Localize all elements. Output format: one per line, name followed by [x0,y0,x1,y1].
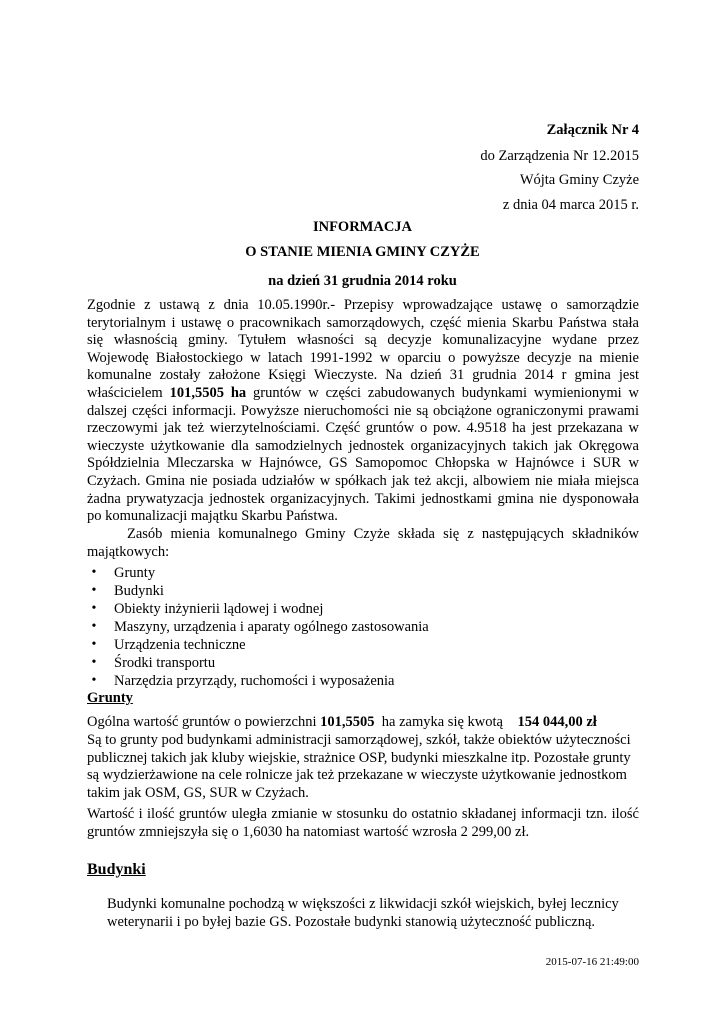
list-item: • Maszyny, urządzenia i aparaty ogólnego zastosowania [87,618,639,636]
buildings-description: Budynki komunalne pochodzą w większości z likwidacji szkół wiejskich, byłej lecznicy weterynarii i po byłej bazie GS. Pozostałe budynki stanowią użyteczność publiczną. [107,896,619,930]
list-item: • Budynki [87,582,639,600]
land-amount-bold: 154 044,00 zł [517,714,597,730]
list-item: • Urządzenia techniczne [87,636,639,654]
list-item: • Narzędzia przyrządy, ruchomości i wyposażenia [87,672,639,690]
bullet-icon: • [91,565,97,580]
intro-text-part2: gruntów w części zabudowanych budynkami wymienionymi w dalszej części informacji. Powyższe nieruchomości nie są obciążone ograniczonymi prawami rzeczowymi jak też wierzytelnościami. Część gruntów o pow. 4.9518 ha jest przekazana w wieczyste użytkowanie dla samodzielnych jednostek organizacyjnych takich jak Okręgowa Spółdzielnia Mleczarska w Hajnówce, GS Samopomoc Chłopska w Hajnówce i SUR w Czyżach. Gmina nie posiada udziałów w spółkach jak też akcji, albowiem nie miała miejsca żadna prywatyzacja jednostek organizacyjnych. Takimi jednostkami gmina nie dysponowała po komunalizacji majątku Skarbu Państwa. [87,384,640,525]
bullet-icon: • [91,601,97,616]
bullet-icon: • [91,655,97,670]
bullet-icon: • [91,673,97,688]
section-heading-budynki: Budynki [87,861,146,878]
annex-number: Załącznik Nr 4 [546,122,639,138]
land-area-bold: 101,5505 [320,714,375,730]
issuer: Wójta Gminy Czyże [519,172,639,188]
section-heading-grunty: Grunty [87,690,133,706]
list-item: • Obiekty inżynierii lądowej i wodnej [87,600,639,618]
intro-text-part1: Zgodnie z ustawą z dnia 10.05.1990r.- Przepisy wprowadzające ustawę o samorządzie terytorialnym i ustawę o pracownikach samorządowych, część mienia Skarbu Państwa stała się własnością gminy. Tytułem własności są decyzje komunalizacyjne wydane przez Wojewodę Białostockiego w latach 1991-1992 w oparciu o powyższe decyzje na mienie komunalne zostały założone Księgi Wieczyste. Na dzień 31 grudnia 2014 r gmina jest właścicielem [87,297,639,401]
land-description: Są to grunty pod budynkami administracji samorządowej, szkół, także obiektów użyteczności publicznej takich jak kluby wiejskie, strażnice OSP, budynki mieszkalne itp. Pozostałe grunty są wydzierżawione na cele rolnicze jak też przekazane w wieczyste użytkowanie jednostkom takim jak OSM, GS, SUR w Czyżach. [87,732,631,801]
bullet-icon: • [91,583,97,598]
footer-timestamp: 2015-07-16 21:49:00 [545,956,639,968]
intro-area-bold: 101,5505 ha [169,384,247,401]
asset-list [87,564,639,690]
land-change-paragraph: Wartość i ilość gruntów uległa zmianie w stosunku do ostatnio składanej informacji tzn. ilość gruntów zmniejszyła się o 1,6030 ha natomiast wartość wzrosła 2 299,00 zł. [87,806,639,840]
list-item: • Grunty [87,564,639,582]
bullet-icon: • [91,637,97,652]
list-item: • Środki transportu [87,654,639,672]
report-date: na dzień 31 grudnia 2014 roku [268,273,457,289]
bullet-icon: • [91,619,97,634]
resources-intro-paragraph: Zasób mienia komunalnego Gminy Czyże składa się z następujących składników majątkowych: [87,526,639,560]
ordinance-reference: do Zarządzenia Nr 12.2015 [480,148,639,164]
intro-paragraph [87,297,639,526]
document-subtitle: O STANIE MIENIA GMINY CZYŻE [245,244,480,260]
ordinance-date: z dnia 04 marca 2015 r. [502,197,639,213]
document-title: INFORMACJA [312,219,413,235]
land-value-line: Ogólna wartość gruntów o powierzchni 101,5505 ha zamyka się kwotą 154 044,00 zł [87,714,597,730]
